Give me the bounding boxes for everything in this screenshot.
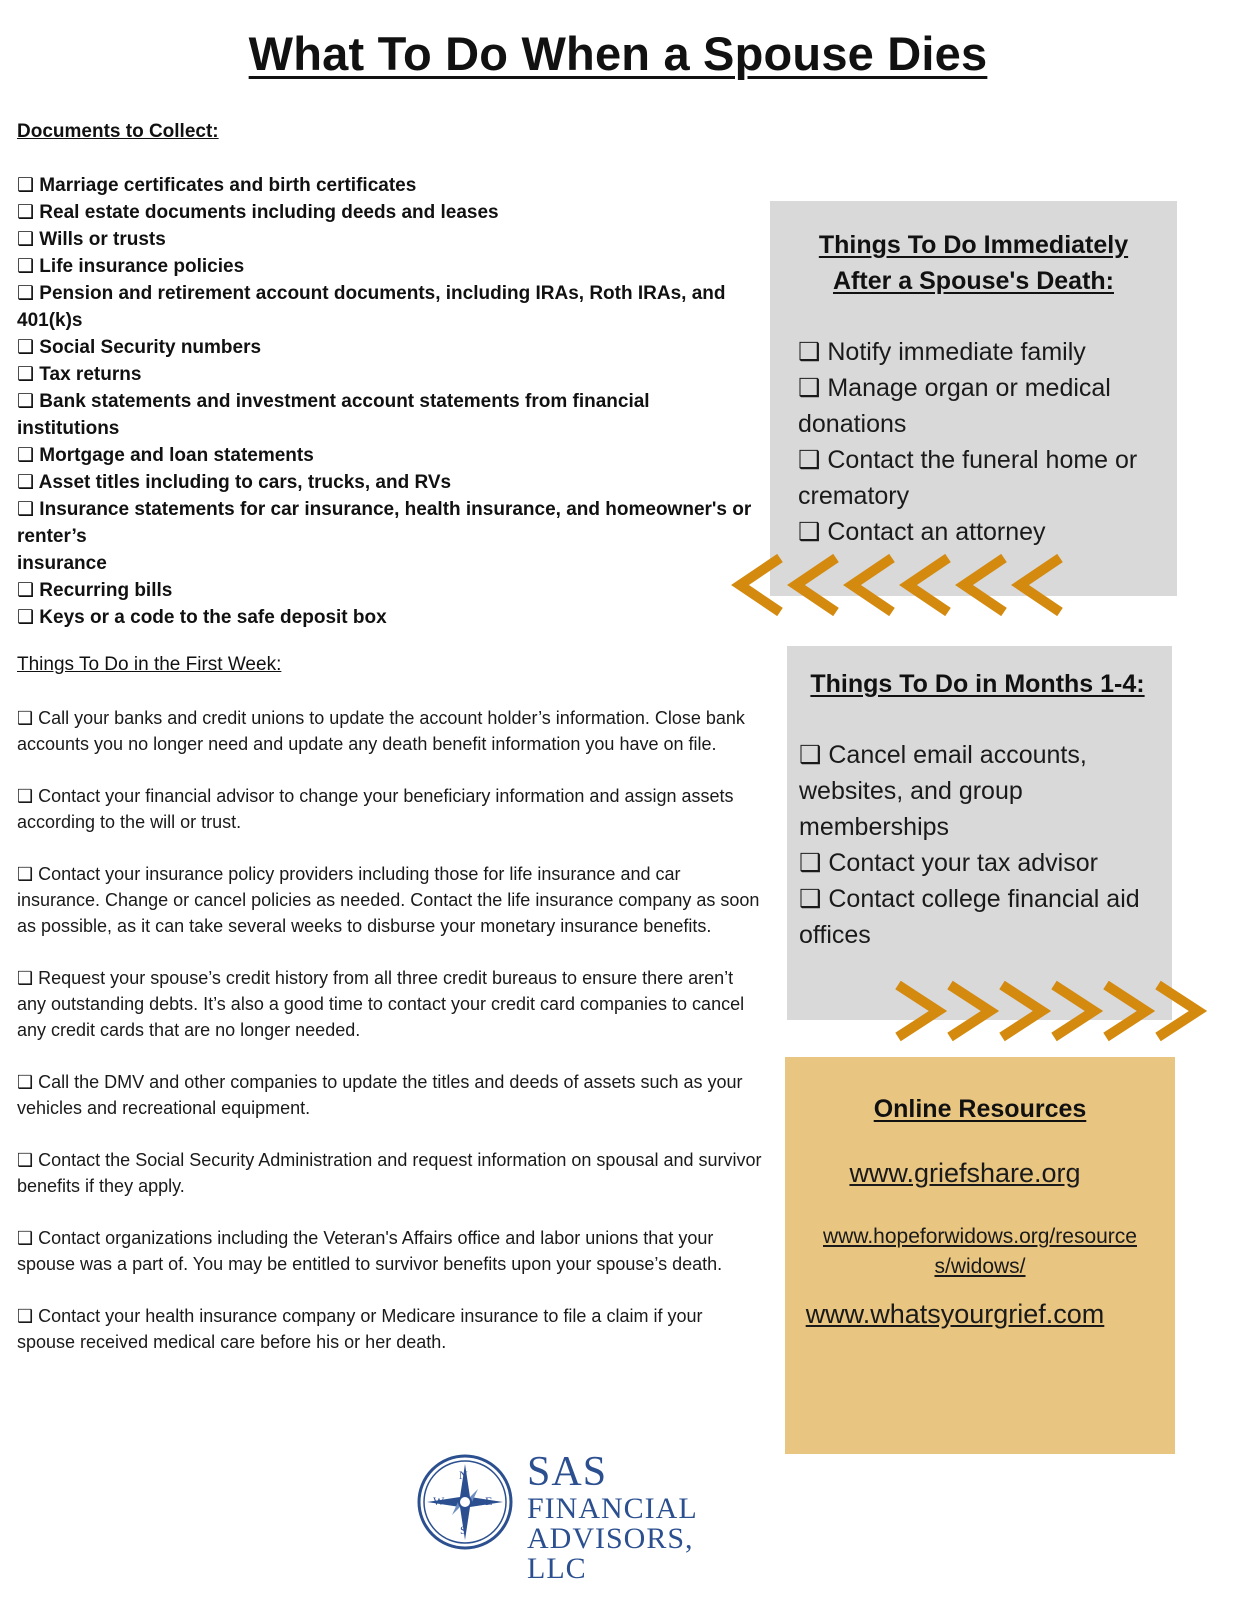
whatsyourgrief-link[interactable]: www.whatsyourgrief.com xyxy=(805,1299,1105,1329)
left-chevrons-icon xyxy=(730,552,1070,618)
first-week-heading: Things To Do in the First Week: xyxy=(17,654,282,675)
compass-e-label: E xyxy=(485,1494,493,1508)
resources-heading: Online Resources xyxy=(873,1095,1087,1123)
document-item: ❑ Real estate documents including deeds and leases xyxy=(17,202,499,223)
document-item: ❑ Pension and retirement account documents, including IRAs, Roth IRAs, and 401(k)s xyxy=(17,283,726,331)
first-week-item: ❑ Contact your insurance policy providers including those for life insurance and car insurance. Change or cancel policies as needed. Contact the life insurance company as soon as possible, as it can take several weeks to disburse your monetary insurance benefits. xyxy=(17,864,760,936)
immediate-box xyxy=(770,201,1177,596)
compass-n-label: N xyxy=(459,1468,468,1482)
documents-heading: Documents to Collect: xyxy=(17,121,219,142)
page-title: What To Do When a Spouse Dies xyxy=(248,27,988,80)
compass-w-label: W xyxy=(433,1494,445,1508)
first-week-item: ❑ Contact your financial advisor to change your beneficiary information and assign assets according to the will or trust. xyxy=(17,786,734,832)
first-week-list xyxy=(17,705,762,1381)
months-list xyxy=(799,737,1156,953)
first-week-item: ❑ Contact the Social Security Administration and request information on spousal and survivor benefits if they apply. xyxy=(17,1150,762,1196)
document-item: ❑ Tax returns xyxy=(17,364,142,385)
document-item: ❑ Keys or a code to the safe deposit box xyxy=(17,607,387,628)
immediate-item: ❑ Manage organ or medical donations xyxy=(798,374,1111,438)
document-item: ❑ Social Security numbers xyxy=(17,337,262,358)
first-week-item: ❑ Call the DMV and other companies to update the titles and deeds of assets such as your vehicles and recreational equipment. xyxy=(17,1072,743,1118)
months-item: ❑ Contact your tax advisor xyxy=(799,849,1098,877)
logo-line-advisors: ADVISORS, LLC xyxy=(527,1522,694,1585)
hopeforwidows-link-block[interactable] xyxy=(799,1222,1161,1282)
documents-checklist xyxy=(17,172,752,631)
document-item: ❑ Bank statements and investment account statements from financial institutions xyxy=(17,391,650,439)
document-item: ❑ Marriage certificates and birth certificates xyxy=(17,175,417,196)
months-item: ❑ Cancel email accounts, websites, and group memberships xyxy=(799,741,1087,841)
immediate-heading-line1: Things To Do Immediately xyxy=(818,231,1129,259)
immediate-item: ❑ Notify immediate family xyxy=(798,338,1086,366)
first-week-item: ❑ Request your spouse’s credit history from all three credit bureaus to ensure there aren’t any outstanding debts. It’s also a good time to contact your credit card companies to cancel any credit cards that are no longer needed. xyxy=(17,968,745,1040)
document-item: ❑ Asset titles including to cars, trucks, and RVs xyxy=(17,472,452,493)
document-item: insurance xyxy=(17,553,107,574)
immediate-heading-line2: After a Spouse's Death: xyxy=(832,267,1114,295)
first-week-item: ❑ Contact your health insurance company or Medicare insurance to file a claim if your spouse received medical care before his or her death. xyxy=(17,1306,703,1352)
logo-line-financial: FINANCIAL xyxy=(527,1492,698,1525)
immediate-list xyxy=(798,334,1159,550)
document-item: ❑ Recurring bills xyxy=(17,580,173,601)
hopeforwidows-link-cont[interactable]: s/widows/ xyxy=(934,1255,1026,1278)
first-week-item: ❑ Call your banks and credit unions to update the account holder’s information. Close bank accounts you no longer need and update any death benefit information you have on file. xyxy=(17,708,745,754)
document-item: ❑ Insurance statements for car insurance, health insurance, and homeowner's or renter’s xyxy=(17,499,752,547)
company-logo xyxy=(415,1449,755,1585)
document-item: ❑ Mortgage and loan statements xyxy=(17,445,314,466)
logo-line-sas: SAS xyxy=(527,1449,608,1495)
resources-box xyxy=(785,1057,1175,1454)
document-item: ❑ Wills or trusts xyxy=(17,229,166,250)
compass-s-label: S xyxy=(460,1523,467,1537)
logo-wordmark xyxy=(527,1450,755,1584)
first-week-item: ❑ Contact organizations including the Veteran's Affairs office and labor unions that your spouse was a part of. You may be entitled to survivor benefits upon your spouse’s death. xyxy=(17,1228,723,1274)
months-item: ❑ Contact college financial aid offices xyxy=(799,885,1140,949)
compass-icon xyxy=(415,1452,515,1552)
right-chevrons-icon xyxy=(890,980,1215,1042)
immediate-item: ❑ Contact the funeral home or crematory xyxy=(798,446,1138,510)
hopeforwidows-link[interactable]: www.hopeforwidows.org/resource xyxy=(823,1225,1137,1248)
griefshare-link[interactable]: www.griefshare.org xyxy=(849,1158,1081,1188)
immediate-item: ❑ Contact an attorney xyxy=(798,518,1046,546)
document-item: ❑ Life insurance policies xyxy=(17,256,245,277)
months-box xyxy=(787,646,1172,1020)
months-heading: Things To Do in Months 1-4: xyxy=(810,670,1145,698)
